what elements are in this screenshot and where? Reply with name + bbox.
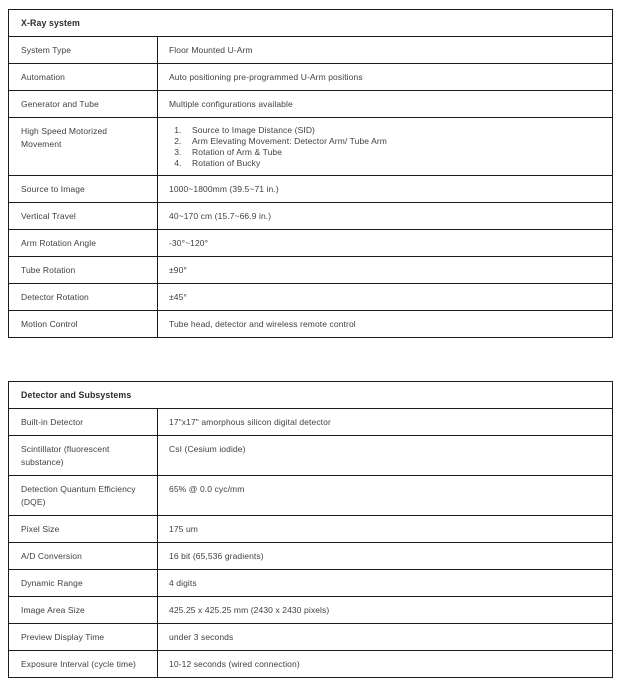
table-header-row (9, 10, 613, 37)
spec-value: -30°~120° (158, 230, 613, 257)
spec-row (9, 436, 613, 476)
spec-row (9, 651, 613, 678)
spec-label: Exposure Interval (cycle time) (9, 651, 158, 678)
spec-row (9, 284, 613, 311)
spec-value: Floor Mounted U-Arm (158, 37, 613, 64)
spec-row (9, 597, 613, 624)
spec-row (9, 37, 613, 64)
spec-value: 1000~1800mm (39.5~71 in.) (158, 176, 613, 203)
spec-label: Image Area Size (9, 597, 158, 624)
spec-row (9, 570, 613, 597)
spec-value: 17"x17" amorphous silicon digital detector (158, 409, 613, 436)
spec-value (158, 118, 613, 176)
spec-label: Arm Rotation Angle (9, 230, 158, 257)
spec-value-list (169, 125, 604, 169)
spec-label: Motion Control (9, 311, 158, 338)
detector-subsystems-spec-table (8, 381, 613, 678)
spec-row (9, 543, 613, 570)
spec-label: Source to Image (9, 176, 158, 203)
spec-value: under 3 seconds (158, 624, 613, 651)
spec-value: 40~170 cm (15.7~66.9 in.) (158, 203, 613, 230)
spec-value: 4 digits (158, 570, 613, 597)
spec-row (9, 176, 613, 203)
spec-label: Detector Rotation (9, 284, 158, 311)
spec-row (9, 476, 613, 516)
spec-row (9, 64, 613, 91)
spec-label: Pixel Size (9, 516, 158, 543)
spec-label: Tube Rotation (9, 257, 158, 284)
spec-row (9, 311, 613, 338)
spec-value-list-item: 3. Rotation of Arm & Tube (184, 147, 604, 158)
spec-label: Generator and Tube (9, 91, 158, 118)
spec-value-list-item: 2. Arm Elevating Movement: Detector Arm/ Tube Arm (184, 136, 604, 147)
spec-value-list-item: 1. Source to Image Distance (SID) (184, 125, 604, 136)
spec-value: ±90° (158, 257, 613, 284)
spec-label: Built-in Detector (9, 409, 158, 436)
spec-value: 16 bit (65,536 gradients) (158, 543, 613, 570)
table-header-row (9, 382, 613, 409)
spec-label: Dynamic Range (9, 570, 158, 597)
table-section-title: X-Ray system (9, 10, 613, 37)
spec-value: Tube head, detector and wireless remote control (158, 311, 613, 338)
spec-value-list-item: 4. Rotation of Bucky (184, 158, 604, 169)
spec-label: A/D Conversion (9, 543, 158, 570)
spec-row (9, 91, 613, 118)
spec-row (9, 409, 613, 436)
spec-row (9, 230, 613, 257)
spec-label: Detection Quantum Efficiency (DQE) (9, 476, 158, 516)
xray-system-spec-table (8, 9, 613, 338)
spec-row (9, 257, 613, 284)
spec-label: Scintillator (fluorescent substance) (9, 436, 158, 476)
spec-row (9, 624, 613, 651)
spec-value: 175 um (158, 516, 613, 543)
spec-value: CsI (Cesium iodide) (158, 436, 613, 476)
spec-value: Multiple configurations available (158, 91, 613, 118)
spec-row (9, 516, 613, 543)
spec-label: High Speed Motorized Movement (9, 118, 158, 176)
spec-value: 425.25 x 425.25 mm (2430 x 2430 pixels) (158, 597, 613, 624)
spec-row (9, 203, 613, 230)
spec-label: Vertical Travel (9, 203, 158, 230)
table-section-title: Detector and Subsystems (9, 382, 613, 409)
spec-value: 65% @ 0.0 cyc/mm (158, 476, 613, 516)
spec-value: Auto positioning pre-programmed U-Arm positions (158, 64, 613, 91)
spec-row (9, 118, 613, 176)
spec-value: ±45° (158, 284, 613, 311)
spec-value: 10-12 seconds (wired connection) (158, 651, 613, 678)
spec-label: Preview Display Time (9, 624, 158, 651)
spec-label: System Type (9, 37, 158, 64)
spec-label: Automation (9, 64, 158, 91)
